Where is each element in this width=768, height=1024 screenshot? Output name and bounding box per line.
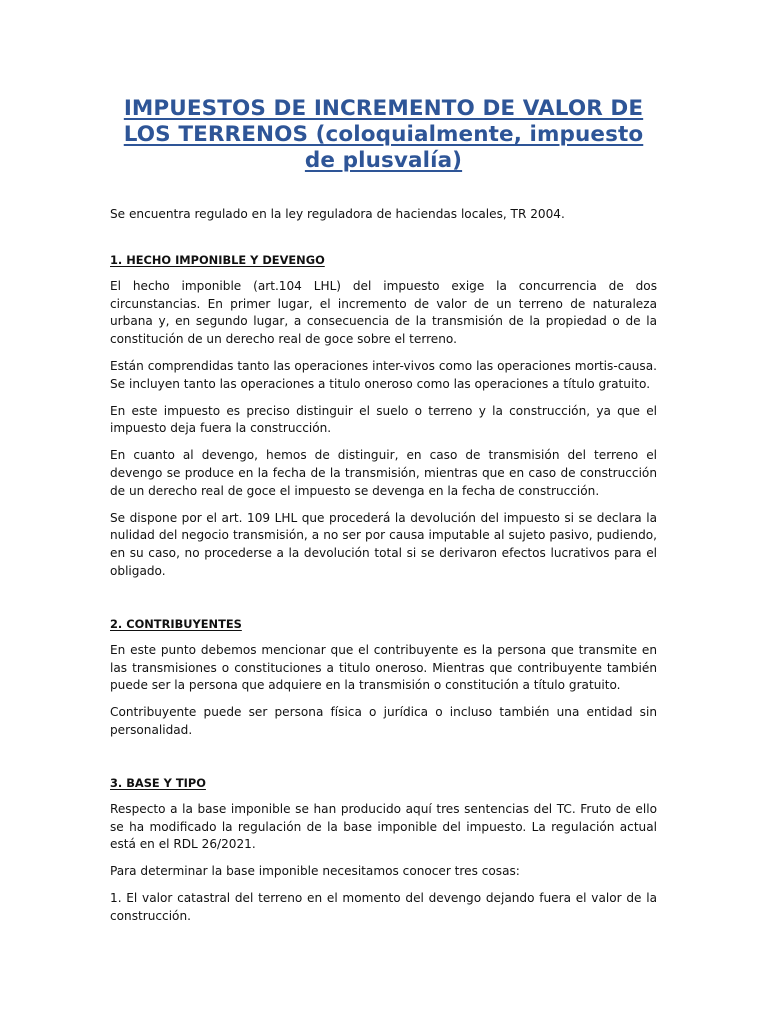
section-heading: 1. HECHO IMPONIBLE Y DEVENGO [110,252,325,267]
intro-paragraph: Se encuentra regulado en la ley reguladora de haciendas locales, TR 2004. [110,207,565,221]
body-paragraph: Están comprendidas tanto las operaciones inter-vivos como las operaciones mortis-causa. Se incluyen tanto las operaciones a titulo oneroso como las operaciones a título gratuito. [110,358,657,391]
section-base-y-tipo [110,775,657,926]
body-paragraph: En cuanto al devengo, hemos de distinguir, en caso de transmisión del terreno el devengo se produce en la fecha de la transmisión, mientras que en caso de construcción de un derecho real de goce el impuesto se devenga en la fecha de construcción. [110,448,657,498]
section-contribuyentes [110,616,657,740]
section-heading: 2. CONTRIBUYENTES [110,616,242,631]
body-paragraph: El hecho imponible (art.104 LHL) del impuesto exige la concurrencia de dos circunstancias. En primer lugar, el incremento de valor de un terreno de naturaleza urbana y, en segundo lugar, a consecuencia de la transmisión de la propiedad o de la constitución de un derecho real de goce sobre el terreno. [110,278,657,347]
document-page [110,96,657,935]
body-paragraph: Para determinar la base imponible necesitamos conocer tres cosas: [110,864,520,879]
body-paragraph: Respecto a la base imponible se han producido aquí tres sentencias del TC. Fruto de ello se ha modificado la regulación de la base imponible del impuesto. La regulación actual está en el RDL 26/2021. [110,801,657,852]
body-paragraph: Se dispone por el art. 109 LHL que procederá la devolución del impuesto si se declara la nulidad del negocio transmisión, a no ser por causa imputable al sujeto pasivo, pudiendo, en su caso, no procederse a la devolución total si se derivaron efectos lucrativos para el obligado. [110,510,657,578]
section-hecho-imponible [110,252,657,581]
section-heading: 3. BASE Y TIPO [110,775,206,790]
numbered-paragraph: 1. El valor catastral del terreno en el momento del devengo dejando fuera el valor de la construcción. [110,890,657,923]
document-title: IMPUESTOS DE INCREMENTO DE VALOR DE LOS TERRENOS (coloquialmente, impuesto de plusvalía) [123,96,644,173]
body-paragraph: En este punto debemos mencionar que el contribuyente es la persona que transmite en las transmisiones o constituciones a titulo oneroso. Mientras que contribuyente también puede ser la persona que adquiere en la transmisión o constitución a título gratuito. [110,642,657,693]
body-paragraph: En este impuesto es preciso distinguir el suelo o terreno y la construcción, ya que el impuesto deja fuera la construcción. [110,403,657,436]
body-paragraph: Contribuyente puede ser persona física o jurídica o incluso también una entidad sin personalidad. [110,705,657,737]
